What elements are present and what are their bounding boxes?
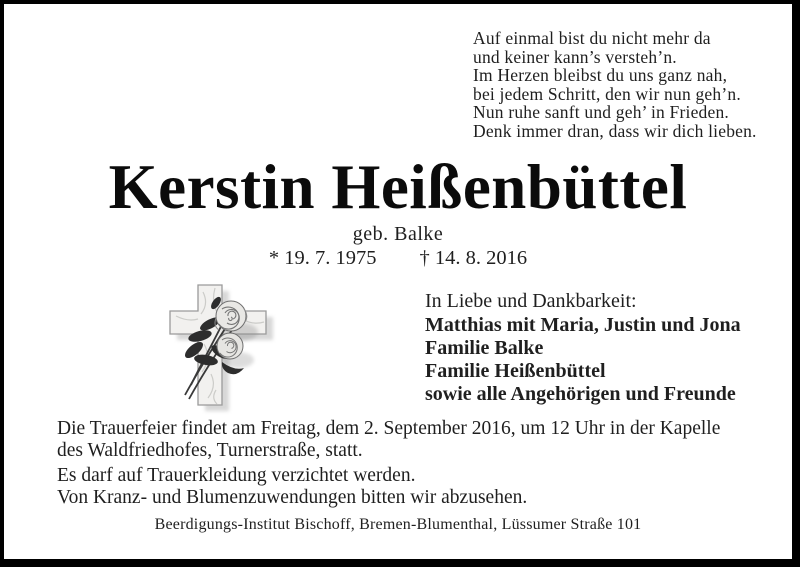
poem-line: Im Herzen bleibst du uns ganz nah, [473, 65, 728, 86]
mourners-list [425, 314, 741, 406]
poem-line: Denk immer dran, dass wir dich lieben. [473, 120, 757, 141]
poem-line: Auf einmal bist du nicht mehr da [473, 28, 711, 48]
birth-date: * 19. 7. 1975 [268, 247, 377, 269]
mourner-line: Familie Balke [425, 337, 544, 359]
ceremony-details [57, 418, 720, 461]
mourning-notes [57, 465, 527, 509]
note-line: Es darf auf Trauerkleidung verzichtet werden. [57, 465, 416, 486]
poem-line: bei jedem Schritt, den wir nun geh’n. [473, 83, 741, 104]
deceased-name: Kerstin Heißenbüttel [108, 152, 688, 222]
death-date: † 14. 8. 2016 [419, 247, 528, 269]
poem-line: Nun ruhe sanft und geh’ in Frieden. [473, 102, 729, 123]
maiden-name: geb. Balke [352, 223, 444, 245]
ceremony-line: des Waldfriedhofes, Turnerstraße, statt. [57, 439, 363, 461]
note-line: Von Kranz- und Blumenzuwendungen bitten wir abzusehen. [57, 487, 528, 508]
ceremony-line: Die Trauerfeier findet am Freitag, dem 2. September 2016, um 12 Uhr in der Kapelle [57, 418, 721, 439]
mourner-line: Familie Heißenbüttel [425, 360, 606, 382]
memorial-poem [473, 29, 757, 141]
mourner-line: sowie alle Angehörigen und Freunde [425, 383, 736, 405]
obituary-card [4, 4, 792, 559]
funeral-institute-line: Beerdigungs-Institut Bischoff, Bremen-Blumenthal, Lüssumer Straße 101 [154, 516, 642, 533]
poem-line: und keiner kann’s versteh’n. [473, 46, 677, 67]
cross-with-roses-image [158, 278, 318, 428]
life-dates [4, 248, 792, 269]
tribute-intro: In Liebe und Dankbarkeit: [425, 290, 637, 312]
mourner-line: Matthias mit Maria, Justin und Jona [425, 314, 741, 336]
